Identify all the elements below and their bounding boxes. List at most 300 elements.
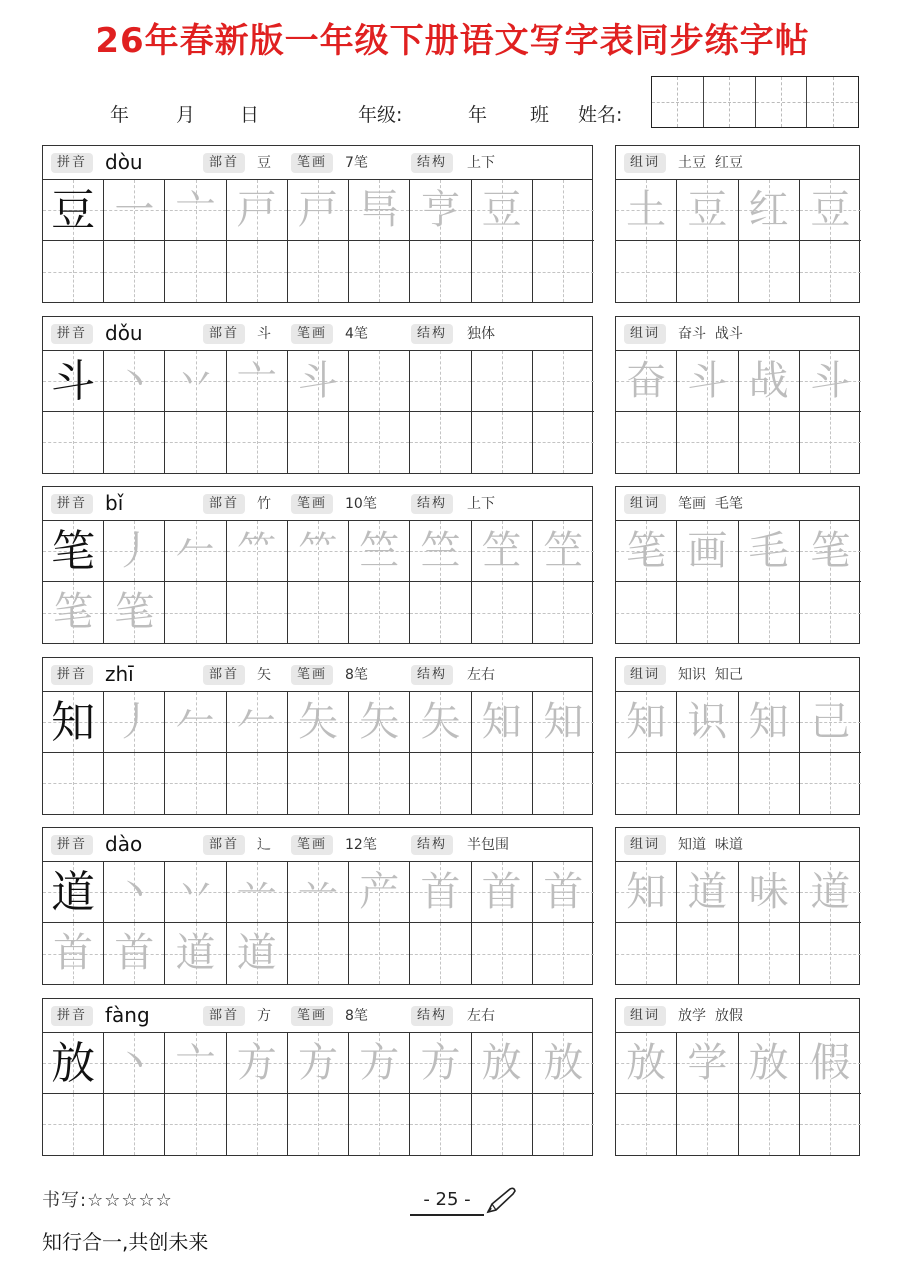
writing-cell[interactable]	[410, 753, 471, 814]
writing-cell[interactable]	[43, 923, 104, 984]
words-header	[616, 658, 859, 692]
writing-cell[interactable]	[349, 862, 410, 923]
writing-cell[interactable]	[43, 351, 104, 412]
word-cell[interactable]	[616, 180, 677, 241]
writing-cell[interactable]	[104, 692, 165, 753]
stroke-order-trace: 知	[481, 698, 522, 745]
writing-cell[interactable]	[43, 692, 104, 753]
stroke-order-trace: 斗	[297, 357, 338, 404]
stroke-order-trace: 丷	[175, 869, 216, 915]
writing-cell[interactable]	[288, 692, 349, 753]
stroke-order-trace: 首	[53, 930, 94, 976]
word-cell[interactable]	[677, 1094, 738, 1155]
writing-cell[interactable]	[349, 412, 410, 473]
word-trace-character: 知	[626, 869, 667, 915]
writing-cell[interactable]	[472, 180, 533, 241]
writing-cell[interactable]	[165, 521, 226, 582]
stroke-order-trace: 丷	[175, 357, 216, 404]
word-cell[interactable]	[739, 753, 800, 814]
stroke-order-trace: 𠂉	[175, 528, 216, 574]
stroke-order-trace: 𠂉	[236, 698, 277, 745]
word-trace-character: 笔	[810, 528, 851, 574]
day-label: 日	[240, 104, 260, 126]
word-grid	[616, 521, 859, 643]
word-cell[interactable]	[616, 412, 677, 473]
structure-value: 左右	[467, 666, 495, 683]
word-practice-block	[615, 998, 860, 1156]
word-cell[interactable]	[800, 862, 861, 923]
name-cell[interactable]	[652, 77, 703, 127]
writing-cell[interactable]	[165, 692, 226, 753]
writing-cell[interactable]	[410, 241, 471, 302]
writing-cell[interactable]	[288, 1094, 349, 1155]
word-cell[interactable]	[800, 692, 861, 753]
word-cell[interactable]	[739, 1094, 800, 1155]
stroke-order-trace: 放	[543, 1039, 584, 1086]
writing-cell[interactable]	[43, 180, 104, 241]
name-writing-box[interactable]	[651, 76, 859, 128]
writing-cell[interactable]	[410, 1033, 471, 1094]
writing-cell[interactable]	[410, 692, 471, 753]
radical-value: 辶	[257, 837, 271, 853]
word-cell[interactable]	[739, 412, 800, 473]
writing-cell[interactable]	[288, 862, 349, 923]
writing-cell[interactable]	[227, 1033, 288, 1094]
stroke-order-trace: 首	[114, 930, 155, 976]
writing-cell[interactable]	[533, 521, 594, 582]
stroke-order-trace: 丶	[114, 869, 155, 915]
words-tag: 组词	[624, 494, 666, 514]
writing-cell[interactable]	[533, 351, 594, 412]
stroke-order-trace: 豆	[481, 187, 522, 233]
word-cell[interactable]	[739, 692, 800, 753]
writing-cell[interactable]	[104, 241, 165, 302]
writing-cell[interactable]	[227, 1094, 288, 1155]
word-trace-character: 红	[748, 187, 789, 233]
writing-cell[interactable]	[104, 412, 165, 473]
writing-cell[interactable]	[288, 923, 349, 984]
stroke-order-trace: 道	[175, 930, 216, 976]
word-cell[interactable]	[677, 412, 738, 473]
writing-cell[interactable]	[43, 582, 104, 643]
word-cell[interactable]	[739, 582, 800, 643]
structure-value: 左右	[467, 1007, 495, 1024]
word-cell[interactable]	[739, 351, 800, 412]
page-title: 26年春新版一年级下册语文写字表同步练字帖	[95, 21, 810, 61]
words-header	[616, 317, 859, 351]
writing-cell[interactable]	[410, 862, 471, 923]
writing-cell[interactable]	[410, 521, 471, 582]
writing-cell[interactable]	[410, 180, 471, 241]
structure-value: 上下	[467, 496, 495, 512]
writing-cell[interactable]	[410, 351, 471, 412]
writing-cell[interactable]	[165, 753, 226, 814]
writing-cell[interactable]	[288, 753, 349, 814]
word-cell[interactable]	[616, 1033, 677, 1094]
writing-cell[interactable]	[410, 923, 471, 984]
word-cell[interactable]	[616, 582, 677, 643]
writing-cell[interactable]	[104, 180, 165, 241]
writing-cell[interactable]	[227, 521, 288, 582]
character-practice-block	[42, 316, 593, 474]
word-cell[interactable]	[800, 351, 861, 412]
stroke-order-trace: 亠	[175, 187, 216, 233]
word-cell[interactable]	[739, 862, 800, 923]
words-header	[616, 828, 859, 862]
word-trace-character: 道	[687, 869, 728, 915]
stroke-order-trace: 亠	[175, 1039, 216, 1086]
word-trace-character: 味	[748, 869, 789, 915]
strokes-tag: 笔画	[291, 665, 333, 685]
character-practice-block	[42, 827, 593, 985]
words-value: 放学 放假	[678, 1007, 743, 1024]
name-cell[interactable]	[755, 77, 807, 127]
writing-cell[interactable]	[349, 582, 410, 643]
word-cell[interactable]	[739, 241, 800, 302]
stroke-order-trace: 方	[359, 1039, 400, 1086]
word-cell[interactable]	[616, 753, 677, 814]
word-cell[interactable]	[616, 862, 677, 923]
stroke-order-trace: 方	[297, 1039, 338, 1086]
stroke-order-trace: 产	[359, 869, 400, 915]
stroke-order-trace: 矢	[359, 698, 400, 745]
writing-cell[interactable]	[104, 862, 165, 923]
words-tag: 组词	[624, 1006, 666, 1026]
words-tag: 组词	[624, 324, 666, 344]
writing-cell[interactable]	[410, 412, 471, 473]
writing-cell[interactable]	[349, 753, 410, 814]
word-trace-character: 土	[626, 187, 667, 233]
writing-cell[interactable]	[227, 180, 288, 241]
structure-value: 半包围	[467, 837, 509, 853]
stroke-order-trace: 矢	[420, 698, 461, 745]
stroke-order-trace: 笔	[53, 589, 94, 635]
word-trace-character: 识	[687, 698, 728, 745]
radical-tag: 部首	[203, 324, 245, 344]
word-trace-character: 学	[687, 1039, 728, 1086]
writing-cell[interactable]	[104, 923, 165, 984]
writing-grid	[43, 180, 592, 302]
word-cell[interactable]	[616, 923, 677, 984]
writing-cell[interactable]	[472, 862, 533, 923]
writing-cell[interactable]	[288, 412, 349, 473]
stroke-order-trace: 戸	[236, 187, 277, 233]
writing-cell[interactable]	[104, 1094, 165, 1155]
writing-cell[interactable]	[533, 412, 594, 473]
writing-cell[interactable]	[104, 753, 165, 814]
writing-cell[interactable]	[288, 241, 349, 302]
name-cell[interactable]	[703, 77, 755, 127]
words-value: 笔画 毛笔	[678, 496, 743, 512]
class-label: 班	[530, 104, 550, 126]
stroke-order-trace: 方	[420, 1039, 461, 1086]
writing-cell[interactable]	[288, 180, 349, 241]
writing-cell[interactable]	[472, 412, 533, 473]
word-cell[interactable]	[677, 862, 738, 923]
structure-tag: 结构	[411, 494, 453, 514]
writing-cell[interactable]	[410, 582, 471, 643]
word-cell[interactable]	[677, 582, 738, 643]
character-practice-block	[42, 998, 593, 1156]
writing-grid	[43, 862, 592, 984]
word-cell[interactable]	[739, 180, 800, 241]
word-cell[interactable]	[677, 692, 738, 753]
writing-cell[interactable]	[165, 923, 226, 984]
writing-cell[interactable]	[165, 1033, 226, 1094]
radical-tag: 部首	[203, 835, 245, 855]
stroke-order-trace: 首	[420, 869, 461, 915]
word-cell[interactable]	[739, 1033, 800, 1094]
grade-year-label: 年	[468, 104, 488, 126]
stroke-order-trace: 丿	[114, 528, 155, 574]
writing-cell[interactable]	[349, 241, 410, 302]
word-grid	[616, 351, 859, 473]
character-info-header	[43, 317, 592, 351]
word-cell[interactable]	[800, 923, 861, 984]
structure-value: 上下	[467, 155, 495, 171]
radical-tag: 部首	[203, 153, 245, 173]
writing-cell[interactable]	[43, 753, 104, 814]
word-trace-character: 战	[748, 357, 789, 404]
radical-tag: 部首	[203, 665, 245, 685]
writing-cell[interactable]	[227, 862, 288, 923]
writing-cell[interactable]	[288, 521, 349, 582]
strokes-value: 4笔	[345, 325, 368, 342]
pinyin-tag: 拼音	[51, 153, 93, 173]
writing-cell[interactable]	[227, 692, 288, 753]
word-trace-character: 放	[626, 1039, 667, 1086]
word-cell[interactable]	[800, 1094, 861, 1155]
word-cell[interactable]	[677, 180, 738, 241]
writing-cell[interactable]	[43, 1094, 104, 1155]
character-info-header	[43, 999, 592, 1033]
word-cell[interactable]	[616, 241, 677, 302]
character-practice-block	[42, 486, 593, 644]
writing-cell[interactable]	[288, 1033, 349, 1094]
writing-cell[interactable]	[227, 241, 288, 302]
writing-cell[interactable]	[43, 241, 104, 302]
writing-cell[interactable]	[533, 753, 594, 814]
word-trace-character: 斗	[687, 357, 728, 404]
model-character: 道	[51, 867, 96, 918]
word-cell[interactable]	[677, 241, 738, 302]
word-trace-character: 笔	[626, 528, 667, 574]
pinyin-value: bǐ	[105, 491, 124, 515]
word-cell[interactable]	[616, 692, 677, 753]
writing-cell[interactable]	[165, 351, 226, 412]
word-cell[interactable]	[677, 1033, 738, 1094]
writing-cell[interactable]	[349, 1033, 410, 1094]
word-practice-block	[615, 657, 860, 815]
radical-value: 竹	[257, 496, 271, 512]
writing-cell[interactable]	[533, 923, 594, 984]
writing-cell[interactable]	[104, 521, 165, 582]
word-cell[interactable]	[616, 521, 677, 582]
writing-cell[interactable]	[227, 412, 288, 473]
word-trace-character: 斗	[810, 357, 851, 404]
writing-cell[interactable]	[104, 1033, 165, 1094]
writing-cell[interactable]	[43, 521, 104, 582]
word-cell[interactable]	[677, 351, 738, 412]
writing-cell[interactable]	[349, 521, 410, 582]
writing-cell[interactable]	[472, 521, 533, 582]
word-trace-character: 画	[687, 528, 728, 574]
word-cell[interactable]	[677, 753, 738, 814]
structure-tag: 结构	[411, 835, 453, 855]
structure-tag: 结构	[411, 1006, 453, 1026]
strokes-tag: 笔画	[291, 1006, 333, 1026]
writing-cell[interactable]	[227, 923, 288, 984]
word-trace-character: 知	[748, 698, 789, 745]
word-cell[interactable]	[800, 753, 861, 814]
stroke-order-trace: 丶	[114, 1039, 155, 1086]
word-trace-character: 豆	[810, 187, 851, 233]
character-practice-block	[42, 657, 593, 815]
writing-cell[interactable]	[104, 582, 165, 643]
writing-cell[interactable]	[165, 582, 226, 643]
writing-cell[interactable]	[165, 1094, 226, 1155]
writing-cell[interactable]	[43, 1033, 104, 1094]
writing-cell[interactable]	[533, 1033, 594, 1094]
stroke-order-trace: 笔	[114, 589, 155, 635]
pinyin-tag: 拼音	[51, 1006, 93, 1026]
stroke-order-trace: 笁	[481, 528, 522, 574]
stroke-order-trace: 䒑	[297, 869, 338, 915]
word-cell[interactable]	[800, 241, 861, 302]
writing-cell[interactable]	[227, 582, 288, 643]
strokes-value: 12笔	[345, 837, 377, 853]
writing-cell[interactable]	[533, 241, 594, 302]
writing-cell[interactable]	[349, 1094, 410, 1155]
stroke-order-trace: 首	[481, 869, 522, 915]
strokes-value: 7笔	[345, 155, 368, 171]
writing-grid	[43, 1033, 592, 1155]
character-info-header	[43, 828, 592, 862]
writing-cell[interactable]	[288, 582, 349, 643]
word-practice-block	[615, 486, 860, 644]
writing-cell[interactable]	[533, 692, 594, 753]
model-character: 放	[51, 1037, 96, 1089]
writing-cell[interactable]	[227, 351, 288, 412]
word-cell[interactable]	[739, 521, 800, 582]
words-value: 土豆 红豆	[678, 155, 743, 171]
words-header	[616, 487, 859, 521]
model-character: 豆	[51, 185, 96, 236]
writing-cell[interactable]	[43, 412, 104, 473]
writing-cell[interactable]	[533, 1094, 594, 1155]
word-cell[interactable]	[800, 180, 861, 241]
name-cell[interactable]	[806, 77, 858, 127]
structure-value: 独体	[467, 325, 495, 342]
writing-cell[interactable]	[533, 862, 594, 923]
word-cell[interactable]	[677, 521, 738, 582]
writing-cell[interactable]	[533, 180, 594, 241]
writing-grid	[43, 521, 592, 643]
writing-cell[interactable]	[472, 351, 533, 412]
writing-cell[interactable]	[288, 351, 349, 412]
writing-cell[interactable]	[165, 862, 226, 923]
month-label: 月	[176, 104, 196, 126]
stroke-order-trace: 笁	[543, 528, 584, 574]
writing-cell[interactable]	[227, 753, 288, 814]
writing-cell[interactable]	[472, 241, 533, 302]
word-cell[interactable]	[800, 521, 861, 582]
word-grid	[616, 180, 859, 302]
pinyin-value: fàng	[105, 1002, 150, 1027]
words-value: 奋斗 战斗	[678, 325, 743, 342]
stroke-order-trace: ⺮	[236, 528, 277, 574]
word-cell[interactable]	[677, 923, 738, 984]
writing-cell[interactable]	[472, 923, 533, 984]
word-cell[interactable]	[800, 582, 861, 643]
words-tag: 组词	[624, 153, 666, 173]
structure-tag: 结构	[411, 665, 453, 685]
writing-cell[interactable]	[165, 241, 226, 302]
radical-value: 豆	[257, 155, 271, 171]
word-cell[interactable]	[800, 1033, 861, 1094]
word-trace-character: 己	[810, 698, 851, 745]
character-practice-block	[42, 145, 593, 303]
word-trace-character: 放	[748, 1039, 789, 1086]
writing-cell[interactable]	[472, 692, 533, 753]
radical-value: 方	[257, 1007, 271, 1024]
writing-cell[interactable]	[165, 180, 226, 241]
writing-cell[interactable]	[472, 753, 533, 814]
stroke-order-trace: 竺	[359, 528, 400, 574]
word-cell[interactable]	[800, 412, 861, 473]
writing-cell[interactable]	[472, 1033, 533, 1094]
structure-tag: 结构	[411, 324, 453, 344]
writing-cell[interactable]	[349, 180, 410, 241]
stroke-order-trace: 丶	[114, 357, 155, 404]
word-trace-character: 假	[810, 1039, 851, 1086]
writing-cell[interactable]	[104, 351, 165, 412]
word-cell[interactable]	[739, 923, 800, 984]
radical-value: 矢	[257, 666, 271, 683]
word-cell[interactable]	[616, 1094, 677, 1155]
page-number: - 25 -	[410, 1186, 484, 1216]
word-grid	[616, 862, 859, 984]
word-trace-character: 知	[626, 698, 667, 745]
strokes-tag: 笔画	[291, 835, 333, 855]
word-trace-character: 奋	[626, 357, 667, 404]
word-practice-block	[615, 827, 860, 985]
writing-cell[interactable]	[472, 582, 533, 643]
pen-icon	[484, 1186, 518, 1216]
stroke-order-trace: 放	[481, 1039, 522, 1086]
words-header	[616, 999, 859, 1033]
stroke-order-trace: 巪	[359, 187, 400, 233]
model-character: 知	[51, 696, 96, 748]
pinyin-tag: 拼音	[51, 324, 93, 344]
stroke-order-trace: 亠	[236, 357, 277, 404]
stroke-order-trace: 𠂉	[175, 698, 216, 745]
writing-cell[interactable]	[165, 412, 226, 473]
stroke-order-trace: 亨	[420, 187, 461, 233]
writing-cell[interactable]	[410, 1094, 471, 1155]
writing-cell[interactable]	[349, 692, 410, 753]
writing-cell[interactable]	[472, 1094, 533, 1155]
writing-grid	[43, 351, 592, 473]
writing-cell[interactable]	[43, 862, 104, 923]
writing-cell[interactable]	[349, 923, 410, 984]
word-cell[interactable]	[616, 351, 677, 412]
word-trace-character: 道	[810, 869, 851, 915]
writing-cell[interactable]	[349, 351, 410, 412]
words-tag: 组词	[624, 835, 666, 855]
stroke-order-trace: 䒑	[236, 869, 277, 915]
writing-cell[interactable]	[533, 582, 594, 643]
